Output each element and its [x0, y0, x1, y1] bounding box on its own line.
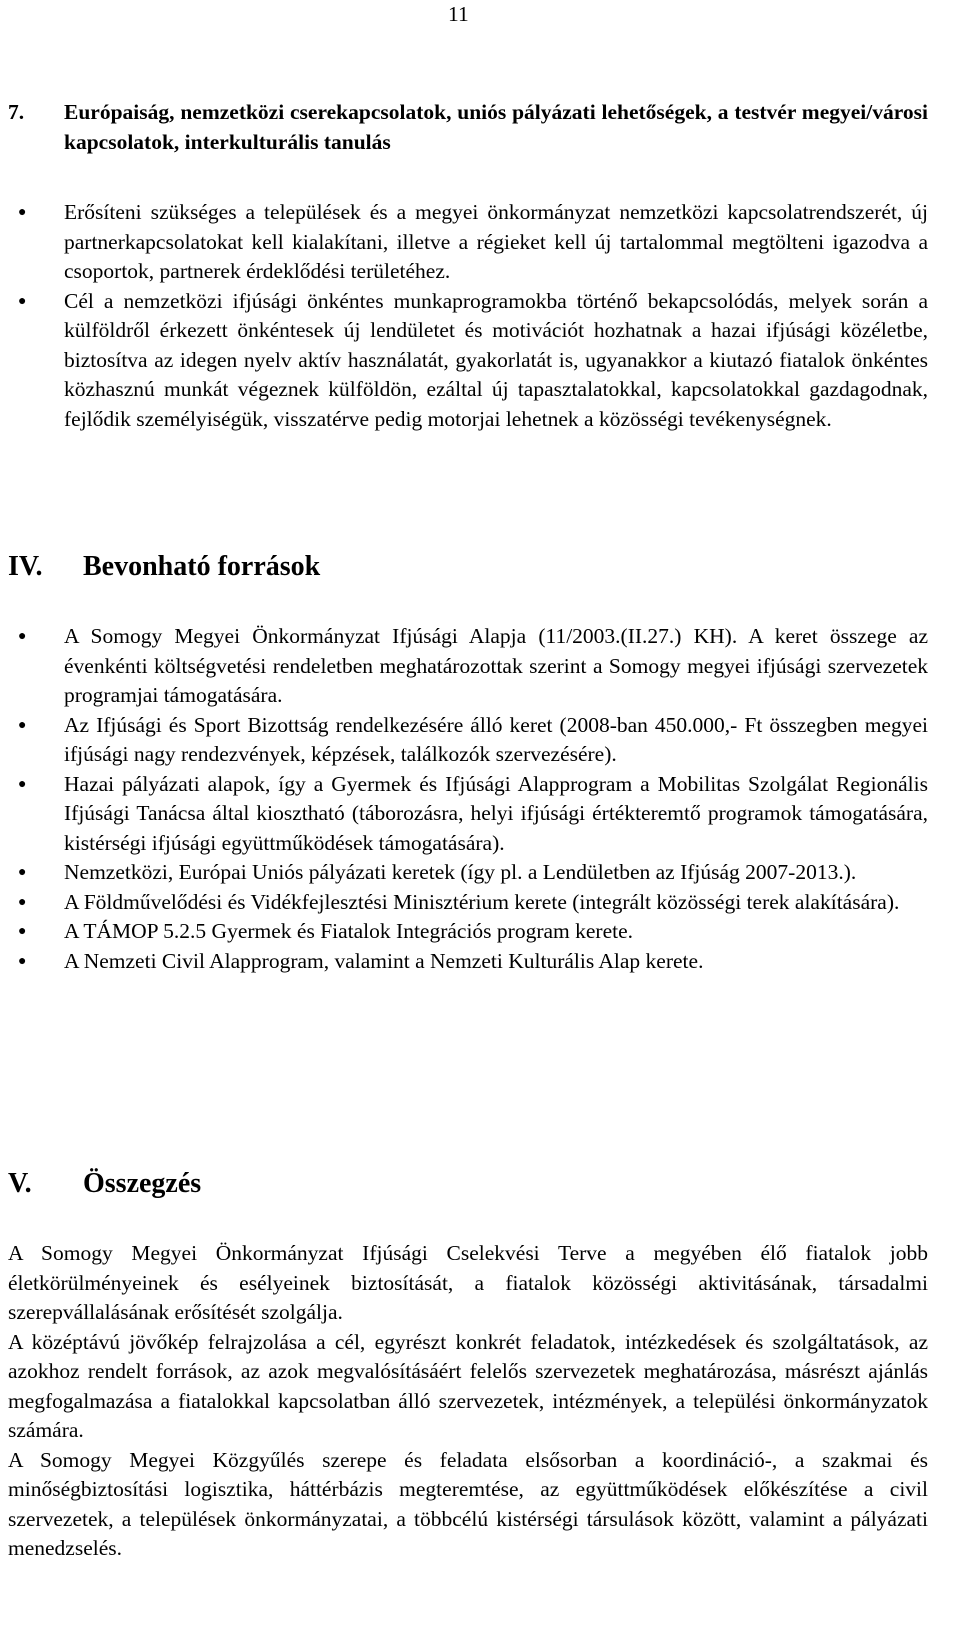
- list-item-text: Nemzetközi, Európai Uniós pályázati keretek (így pl. a Lendületben az Ifjúság 2007-2013.).: [64, 860, 857, 884]
- bullet-icon: ●: [18, 924, 27, 939]
- list-item-text: A Földművelődési és Vidékfejlesztési Minisztérium kerete (integrált közösségi terek alakítására).: [64, 889, 900, 914]
- section-number: V.: [8, 1168, 32, 1199]
- bullet-icon: ●: [18, 865, 27, 880]
- bullet-icon: ●: [18, 953, 27, 969]
- section-title: Európaiság, nemzetközi cserekapcsolatok, uniós pályázati lehetőségek, a testvér megyei/városi kapcsolatok, interkulturális tanulás: [64, 100, 928, 154]
- summary-body: [8, 1239, 928, 1564]
- list-item-text: A Nemzeti Civil Alapprogram, valamint a Nemzeti Kulturális Alap kerete.: [64, 948, 704, 973]
- list-item-text: Hazai pályázati alapok, így a Gyermek és Ifjúsági Alapprogram a Mobilitas Szolgálat Regionális Ifjúsági Tanácsa által kiosztható (táborozásra, helyi ifjúsági értékteremtő programok támogatására, kistérségi ifjúsági együttműködések támogatására).: [64, 771, 928, 855]
- section-title: Összegzés: [83, 1168, 202, 1199]
- bullet-icon: ●: [18, 776, 27, 792]
- list-item: [0, 770, 928, 859]
- section-number: 7.: [8, 100, 25, 124]
- list-item: [0, 198, 928, 287]
- sources-bullet-list: [0, 622, 928, 976]
- section-title: Bevonható források: [83, 551, 321, 582]
- paragraph: A Somogy Megyei Önkormányzat Ifjúsági Cselekvési Terve a megyében élő fiatalok jobb életkörülményeinek és esélyeinek biztosítását, a fiatalok közösségi aktivitásának, társadalmi szerepvállalásának erősítését szolgálja.: [8, 1241, 928, 1324]
- page-number: 11: [448, 2, 469, 26]
- bullet-icon: ●: [18, 717, 27, 733]
- paragraph: A középtávú jövőkép felrajzolása a cél, egyrészt konkrét feladatok, intézkedések és szolgáltatások, az azokhoz rendelt források, az azok megvalósításáért felelős szervezetek meghatározása, másrészt ajánlás megfogalmazása a fiatalokkal kapcsolatban álló szervezetek, intézmények, a települési önkormányzatok számára.: [8, 1329, 928, 1442]
- bullet-icon: ●: [18, 629, 27, 644]
- list-item-text: A TÁMOP 5.2.5 Gyermek és Fiatalok Integrációs program kerete.: [64, 919, 634, 943]
- list-item: [0, 622, 928, 711]
- section-iv-heading: [8, 550, 320, 584]
- bullet-icon: ●: [18, 894, 27, 910]
- paragraph: A Somogy Megyei Közgyűlés szerepe és feladata elsősorban a koordináció-, a szakmai és minőségbiztosítási logisztika, háttérbázis megteremtése, az együttműködések előkészítése a civil szervezetek, a települések önkormányzatai, a többcélú kistérségi társulások között, valamint a pályázati menedzselés.: [8, 1447, 928, 1560]
- list-item-text: Erősíteni szükséges a települések és a megyei önkormányzat nemzetközi kapcsolatrendszerét, új partnerkapcsolatokat kell kialakítani, illetve a régieket kell új tartalommal megtölteni igazodva a csoportok, partnerek érdeklődési területéhez.: [64, 200, 928, 283]
- section-v-heading: [8, 1167, 201, 1201]
- list-item: [0, 947, 928, 977]
- bullet-icon: ●: [18, 293, 27, 309]
- list-item: [0, 287, 928, 435]
- section-number: IV.: [8, 551, 43, 582]
- list-item-text: Cél a nemzetközi ifjúsági önkéntes munkaprogramokba történő bekapcsolódás, melyek során a külföldről érkezett önkéntesek új lendületet és motivációt hozhatnak a hazai ifjúsági közéletbe, biztosítva az idegen nyelv aktív használatát, gyakorlatát is, ugyanakkor a kiutazó fiatalok önkéntes közhasznú munkát végeznek külföldön, ezáltal új tapasztalatokkal, kapcsolatokkal gazdagodnak, fejlődik személyiségük, visszatérve pedig motorjai lehetnek a közösségi tevékenységnek.: [64, 288, 928, 431]
- list-item-text: Az Ifjúsági és Sport Bizottság rendelkezésére álló keret (2008-ban 450.000,- Ft összegben megyei ifjúsági nagy rendezvények, képzések, találkozók szervezésére).: [64, 712, 928, 766]
- list-item: [0, 917, 928, 947]
- bullet-icon: ●: [18, 205, 27, 220]
- list-item-text: A Somogy Megyei Önkormányzat Ifjúsági Alapja (11/2003.(II.27.) KH). A keret összege az évenkénti költségvetési rendeletben meghatározottak szerint a Somogy megyei ifjúsági szervezetek programjai támogatására.: [64, 624, 928, 707]
- section-7-bullet-list: [0, 198, 928, 434]
- list-item: [0, 711, 928, 770]
- list-item: [0, 888, 928, 918]
- list-item: [0, 858, 928, 888]
- section-7-heading: [8, 98, 928, 157]
